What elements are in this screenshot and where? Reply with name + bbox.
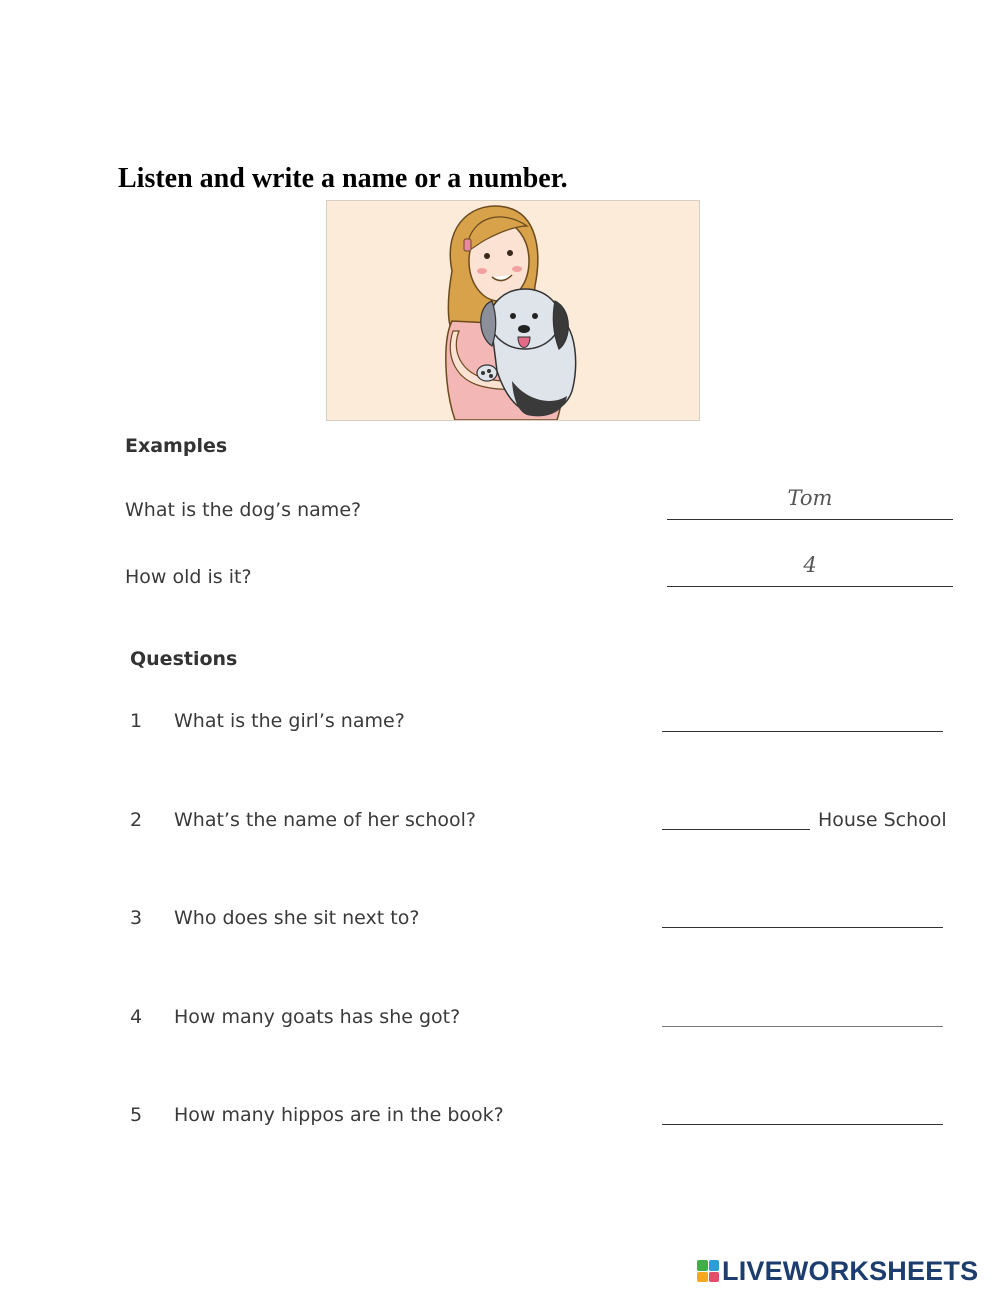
question-text: Who does she sit next to? [174, 907, 420, 929]
example-question: What is the dog’s name? [125, 499, 362, 521]
question-number: 5 [130, 1104, 143, 1126]
liveworksheets-logo [697, 1256, 978, 1286]
answer-field-2[interactable] [662, 800, 810, 830]
girl-with-dog-illustration [326, 200, 700, 421]
example-question: How old is it? [125, 566, 252, 588]
question-number: 4 [130, 1006, 143, 1028]
question-text: What’s the name of her school? [174, 809, 476, 831]
example-answer: 4 [803, 553, 817, 577]
example-answer-line [667, 486, 953, 520]
question-number: 1 [130, 710, 143, 732]
question-text: What is the girl’s name? [174, 710, 405, 732]
questions-heading: Questions [130, 648, 238, 670]
logo-blocks-icon [697, 1260, 719, 1282]
question-text: How many goats has she got? [174, 1006, 461, 1028]
answer-suffix: House School [818, 809, 947, 831]
example-answer-line [667, 553, 953, 587]
examples-heading: Examples [125, 435, 228, 457]
answer-field-5[interactable] [662, 1095, 943, 1125]
answer-field-4[interactable] [662, 997, 943, 1027]
answer-field-1[interactable] [662, 702, 943, 732]
question-number: 2 [130, 809, 143, 831]
question-number: 3 [130, 907, 143, 929]
logo-text: LIVEWORKSHEETS [722, 1255, 979, 1286]
worksheet-title: Listen and write a name or a number. [118, 163, 568, 194]
girl-hugging-dog-icon [327, 201, 699, 420]
answer-field-3[interactable] [662, 898, 943, 928]
question-text: How many hippos are in the book? [174, 1104, 504, 1126]
example-answer: Tom [787, 486, 833, 510]
